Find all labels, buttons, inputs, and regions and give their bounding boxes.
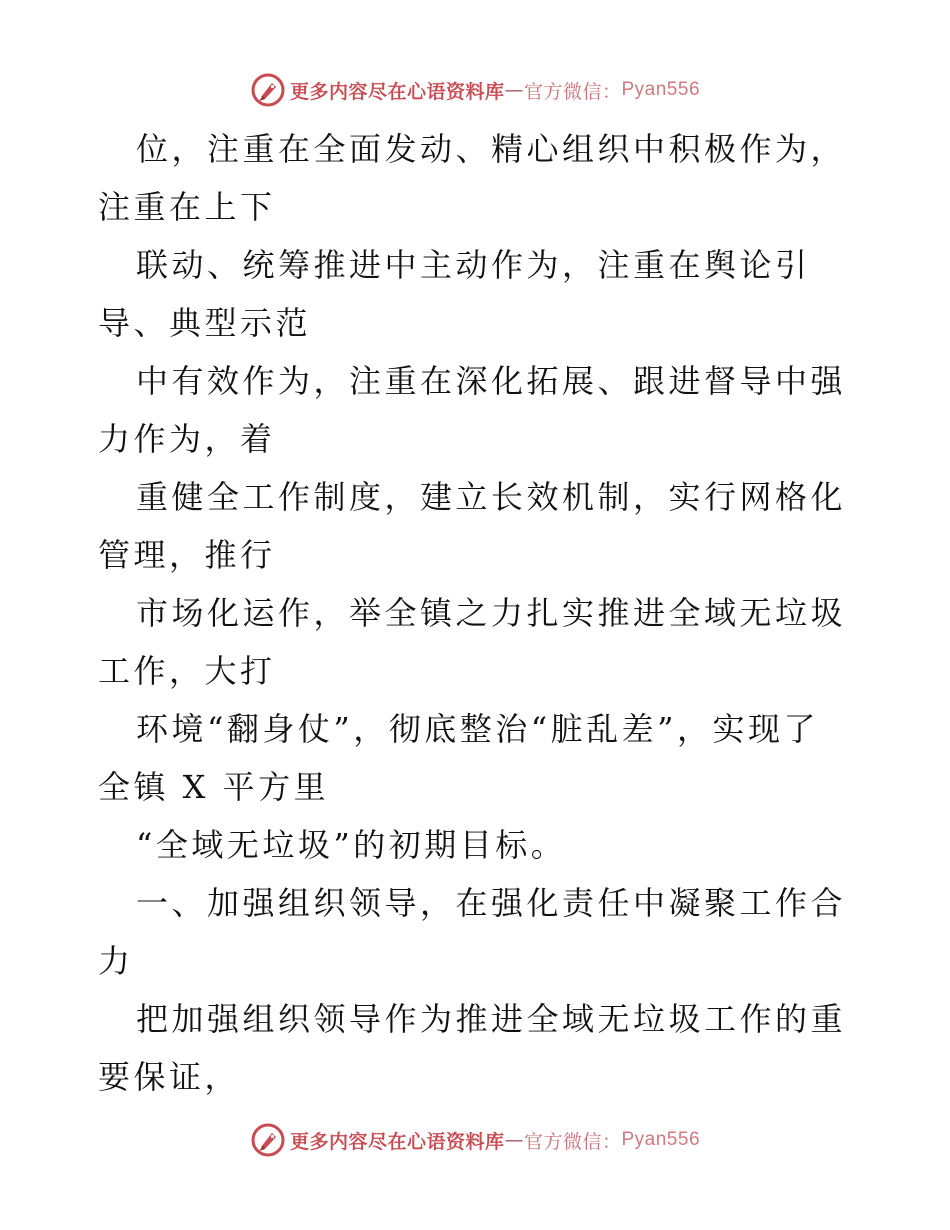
watermark-main-text: 更多内容尽在心语资料库 <box>289 1130 505 1153</box>
paragraph: 重健全工作制度，建立长效机制，实行网格化管理，推行 <box>98 478 847 574</box>
watermark-id: Pyan556 <box>621 79 701 100</box>
pen-nib-circle-icon <box>250 1122 286 1158</box>
section-heading: 一、加强组织领导，在强化责任中凝聚工作合力 <box>98 884 847 980</box>
paragraph: 中有效作为，注重在深化拓展、跟进督导中强力作为，着 <box>98 362 847 458</box>
watermark-dash: — <box>504 1129 524 1151</box>
paragraph: 位，注重在全面发动、精心组织中积极作为，注重在上下 <box>98 130 847 226</box>
paragraph: 环境“翻身仗”，彻底整治“脏乱差”，实现了全镇 X 平方里 <box>98 710 819 806</box>
watermark-sub-text: 官方微信： <box>523 1130 622 1153</box>
paragraph: 市场化运作，举全镇之力扎实推进全域无垃圾工作，大打 <box>98 594 847 690</box>
paragraph: “全域无垃圾”的初期目标。 <box>136 826 567 864</box>
document-body <box>98 120 853 1106</box>
paragraph: 把加强组织领导作为推进全域无垃圾工作的重要保证， <box>98 1000 847 1096</box>
watermark-id: Pyan556 <box>621 1129 701 1150</box>
watermark-sub-text: 官方微信： <box>523 80 622 103</box>
paragraph: 联动、统筹推进中主动作为，注重在舆论引导、典型示范 <box>98 246 811 342</box>
pen-nib-circle-icon <box>250 72 286 108</box>
footer-watermark <box>0 1120 950 1160</box>
header-watermark <box>0 70 950 110</box>
watermark-main-text: 更多内容尽在心语资料库 <box>289 80 505 103</box>
watermark-dash: — <box>504 79 524 101</box>
